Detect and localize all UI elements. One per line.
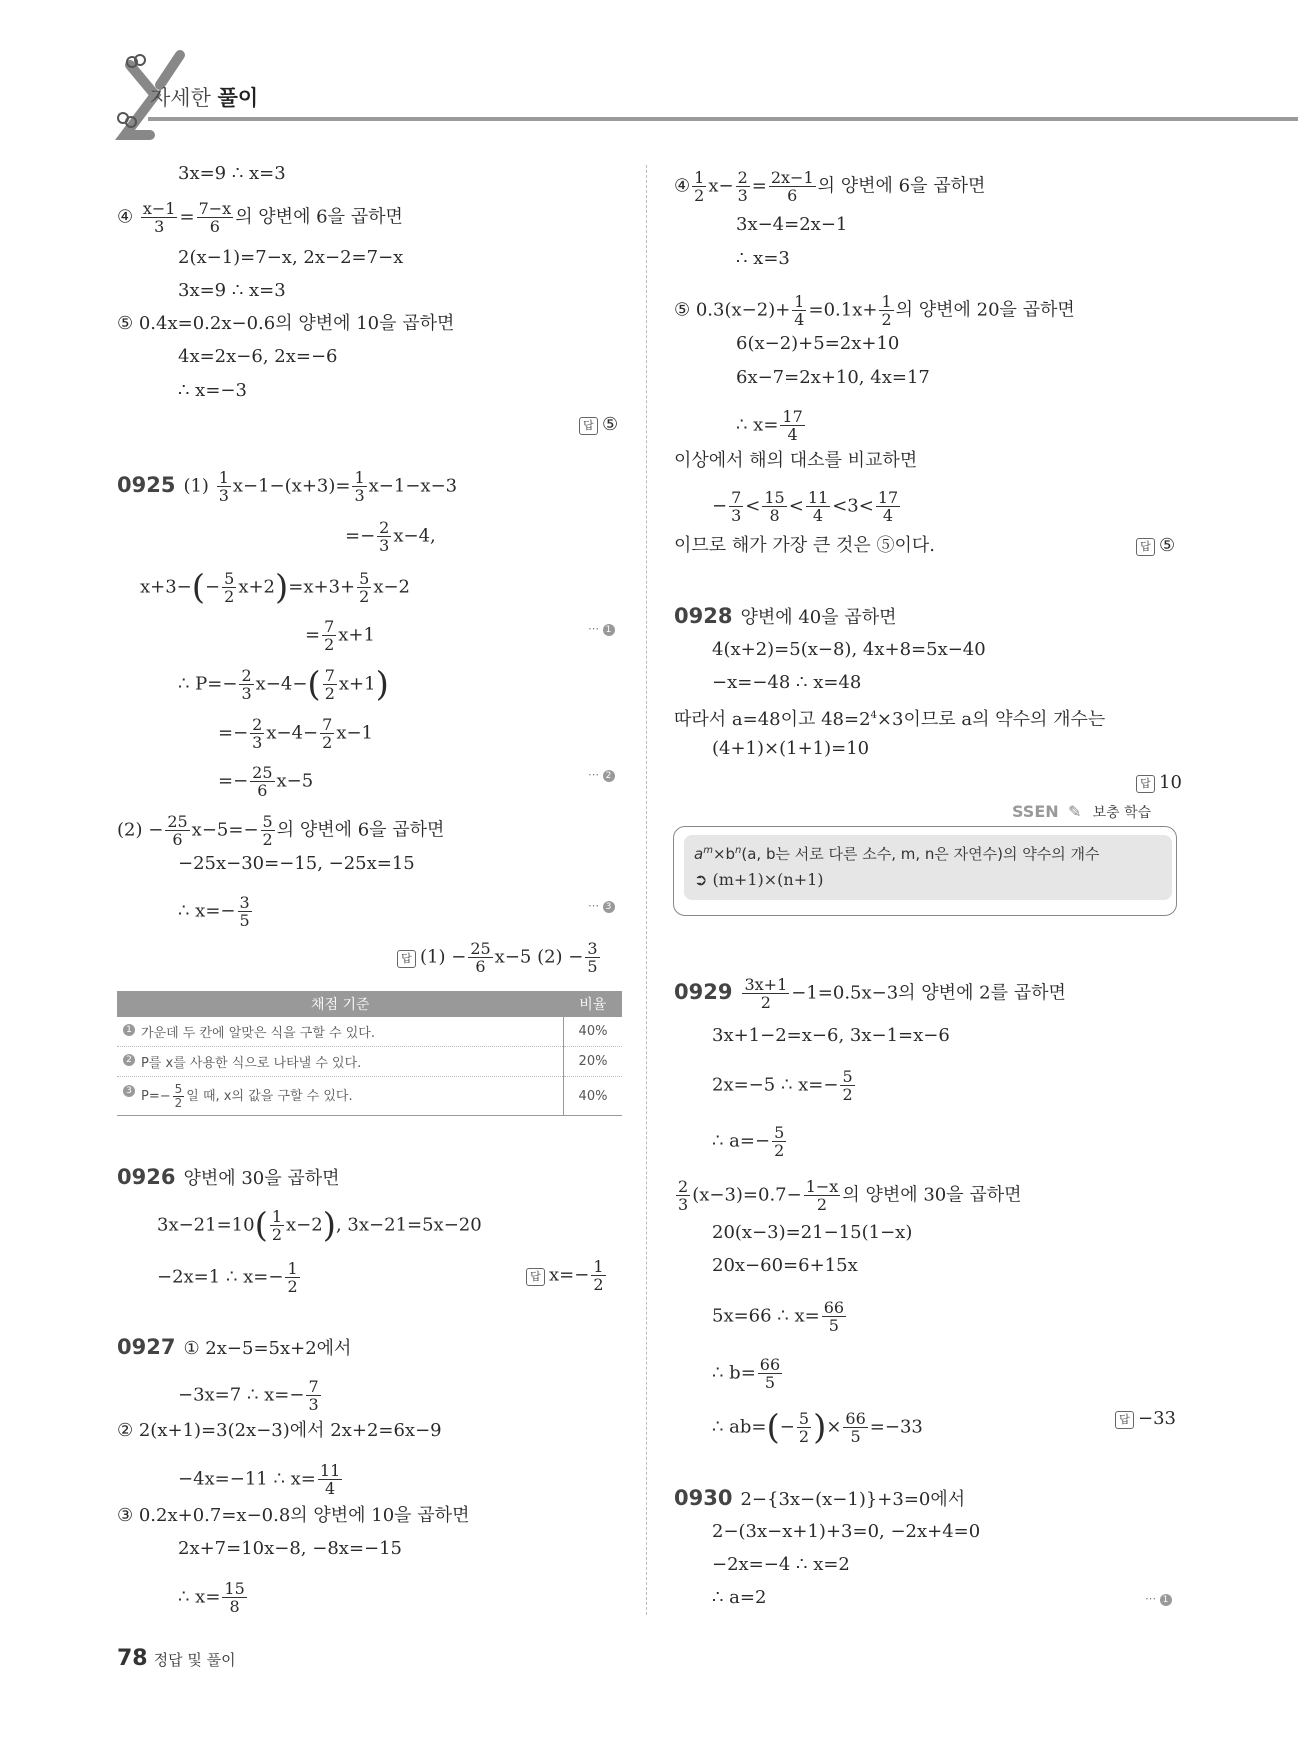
page-number: 78: [117, 1646, 148, 1671]
solution-line: =− $\frac{25}{6}$ x−5: [218, 763, 314, 800]
answer-0925: 답 (1) − $\frac{25}{6}$ x−5 (2) − $\frac{3}{5}$: [397, 940, 602, 975]
column-divider: [646, 165, 647, 1615]
solution-line: 이상에서 해의 대소를 비교하면: [674, 450, 918, 471]
solution-line: 6(x−2)+5=2x+10: [736, 333, 900, 354]
solution-line: 3x−4=2x−1: [736, 214, 848, 235]
solution-line: ∴ x= $\frac{17}{4}$: [736, 407, 803, 444]
solution-line: ⑤ 0.4x=0.2x−0.6의 양변에 10을 곱하면: [117, 313, 455, 334]
answer-icon: 답: [1136, 775, 1155, 793]
solution-line: 이므로 해가 가장 큰 것은 ⑤이다.: [674, 535, 935, 556]
grading-header: 채점 기준 비율: [117, 991, 622, 1017]
solution-line: −2x=1 ∴ x=− $\frac{1}{2}$: [157, 1259, 298, 1296]
solution-line: =− $\frac{2}{3}$ x−4,: [345, 518, 436, 555]
step-marker: ⋯ 2: [588, 768, 615, 782]
problem-number: 0929: [674, 979, 733, 1004]
solution-line: ③ 0.2x+0.7=x−0.8의 양변에 10을 곱하면: [117, 1505, 470, 1526]
page-section-title: 자세한 풀이: [150, 86, 259, 110]
step-marker: ⋯ 3: [588, 899, 615, 913]
solution-line: 4x=2x−6, 2x=−6: [178, 346, 338, 367]
solution-line: ∴ x=− $\frac{3}{5}$: [178, 893, 250, 930]
note-icon: ✎: [1068, 802, 1082, 821]
grading-row: 3 P=− $\frac{5}{2}$ 일 때, x의 값을 구할 수 있다. 40%: [117, 1077, 622, 1116]
solution-line: ∴ x=−3: [178, 380, 247, 401]
problem-0930: 0930 2−{3x−(x−1)}+3=0에서: [674, 1486, 966, 1510]
solution-line: −x=−48 ∴ x=48: [712, 672, 862, 693]
supplementary-formula: ➲ (m+1)×(n+1): [694, 870, 824, 889]
solution-line: ∴ P=− $\frac{2}{3}$ x−4−( $\frac{7}{2}$ x+1): [178, 664, 389, 705]
solution-line: =− $\frac{2}{3}$ x−4− $\frac{7}{2}$ x−1: [218, 715, 374, 752]
answer-0928: 답 10: [1136, 772, 1182, 793]
solution-line: ② 2(x+1)=3(2x−3)에서 2x+2=6x−9: [117, 1420, 442, 1441]
answer-0924: 답 ⑤: [579, 414, 618, 435]
page-header: [0, 0, 1298, 140]
solution-line: − $\frac{7}{3}$ < $\frac{15}{8}$ < $\frac{11}{4}$ <3< $\frac{17}{4}$: [712, 488, 899, 525]
problem-0925: 0925 (1) $\frac{1}{3}$ x−1−(x+3)= $\frac{1}{3}$ x−1−x−3: [117, 468, 458, 505]
step-marker: ⋯ 1: [1145, 1592, 1172, 1606]
solution-line: −25x−30=−15, −25x=15: [178, 853, 415, 874]
solution-line: 2x+7=10x−8, −8x=−15: [178, 1538, 403, 1559]
solution-line: −2x=−4 ∴ x=2: [712, 1554, 850, 1575]
solution-line: x+3−(− $\frac{5}{2}$ x+2)=x+3+ $\frac{5}{2}$ x−2: [140, 567, 411, 608]
solution-line: 따라서 a=48이고 $48=2^4\times 3$이므로 a의 약수의 개수는: [674, 709, 1106, 730]
solution-line: 2(x−1)=7−x, 2x−2=7−x: [178, 247, 404, 268]
header-rule: [148, 117, 1298, 121]
solution-line: 2−(3x−x+1)+3=0, −2x+4=0: [712, 1521, 981, 1542]
supplementary-rule: $a^m\times b^n(a$, b는 서로 다른 소수, m, n은 자연수)의 약수의 개수: [694, 845, 1100, 863]
supplementary-box: [673, 826, 1177, 916]
footer-text: 정답 및 풀이: [153, 1651, 236, 1669]
solution-line: $\frac{2}{3}$ (x−3)=0.7− $\frac{1-x}{2}$ 의 양변에 30을 곱하면: [678, 1177, 1022, 1214]
ssen-label: SSEN ✎ 보충 학습: [1012, 802, 1152, 821]
solution-line: ⑤ 0.3(x−2)+ $\frac{1}{4}$ =0.1x+ $\frac{1}{2}$ 의 양변에 20을 곱하면: [674, 292, 1075, 329]
problem-0926: 0926 양변에 30을 곱하면: [117, 1165, 340, 1189]
problem-number: 0927: [117, 1335, 176, 1359]
solution-line: (2) − $\frac{25}{6}$ x−5=− $\frac{5}{2}$ 의 양변에 6을 곱하면: [117, 812, 445, 849]
solution-line: −3x=7 ∴ x=− $\frac{7}{3}$: [178, 1377, 319, 1414]
answer-0927: 답 ⑤: [1136, 535, 1175, 556]
solution-line: 3x=9 ∴ x=3: [178, 280, 286, 301]
page-footer: [117, 1646, 236, 1671]
problem-number: 0925: [117, 472, 176, 497]
solution-line: 5x=66 ∴ x= $\frac{66}{5}$: [712, 1298, 845, 1335]
solution-line: 3x−21=10( $\frac{1}{2}$ x−2), 3x−21=5x−20: [157, 1205, 482, 1246]
solution-line: 20x−60=6+15x: [712, 1255, 858, 1276]
answer-icon: 답: [1136, 538, 1155, 556]
solution-line: 20(x−3)=21−15(1−x): [712, 1222, 913, 1243]
solution-line: ∴ a=2: [712, 1587, 767, 1608]
answer-icon: 답: [526, 1268, 545, 1286]
problem-0929: 0929 $\frac{3x+1}{2}$ −1=0.5x−3의 양변에 2를 곱하면: [674, 975, 1066, 1012]
problem-number: 0930: [674, 1486, 733, 1510]
problem-number: 0928: [674, 604, 733, 628]
problem-0928: 0928 양변에 40을 곱하면: [674, 604, 897, 628]
grading-row: 1 가운데 두 칸에 알맞은 식을 구할 수 있다. 40%: [117, 1017, 622, 1047]
solution-line: 2x=−5 ∴ x=− $\frac{5}{2}$: [712, 1067, 853, 1104]
solution-line: = $\frac{7}{2}$ x+1: [305, 617, 375, 654]
answer-0929: 답 −33: [1115, 1408, 1176, 1429]
answer-0926: 답 x=− $\frac{1}{2}$: [526, 1258, 608, 1293]
problem-0927: 0927 ① 2x−5=5x+2에서: [117, 1335, 352, 1359]
grading-table: [117, 991, 622, 1116]
solution-line: ④ $\frac{x-1}{3}$ = $\frac{7-x}{6}$ 의 양변에 6을 곱하면: [117, 199, 403, 236]
solution-line: 6x−7=2x+10, 4x=17: [736, 367, 930, 388]
solution-line: ∴ b= $\frac{66}{5}$: [712, 1355, 781, 1392]
solution-line: 3x=9 ∴ x=3: [178, 163, 286, 184]
solution-line: −4x=−11 ∴ x= $\frac{11}{4}$: [178, 1461, 341, 1498]
solution-line: ∴ x=3: [736, 248, 790, 269]
grading-row: 2 P를 x를 사용한 식으로 나타낼 수 있다. 20%: [117, 1047, 622, 1077]
problem-number: 0926: [117, 1165, 176, 1189]
answer-icon: 답: [579, 417, 598, 435]
solution-line: 3x+1−2=x−6, 3x−1=x−6: [712, 1025, 950, 1046]
answer-icon: 답: [397, 950, 416, 968]
solution-line: (4+1)×(1+1)=10: [712, 738, 870, 759]
solution-line: ④ $\frac{1}{2}$ x− $\frac{2}{3}$ = $\frac{2x-1}{6}$ 의 양변에 6을 곱하면: [674, 168, 986, 205]
solution-line: ∴ a=− $\frac{5}{2}$: [712, 1123, 785, 1160]
answer-icon: 답: [1115, 1411, 1134, 1429]
solution-line: 4(x+2)=5(x−8), 4x+8=5x−40: [712, 639, 986, 660]
solution-line: ∴ x= $\frac{15}{8}$: [178, 1579, 245, 1616]
solution-line: ∴ ab=(− $\frac{5}{2}$ )× $\frac{66}{5}$ =−33: [712, 1407, 923, 1448]
step-marker: ⋯ 1: [588, 622, 615, 636]
